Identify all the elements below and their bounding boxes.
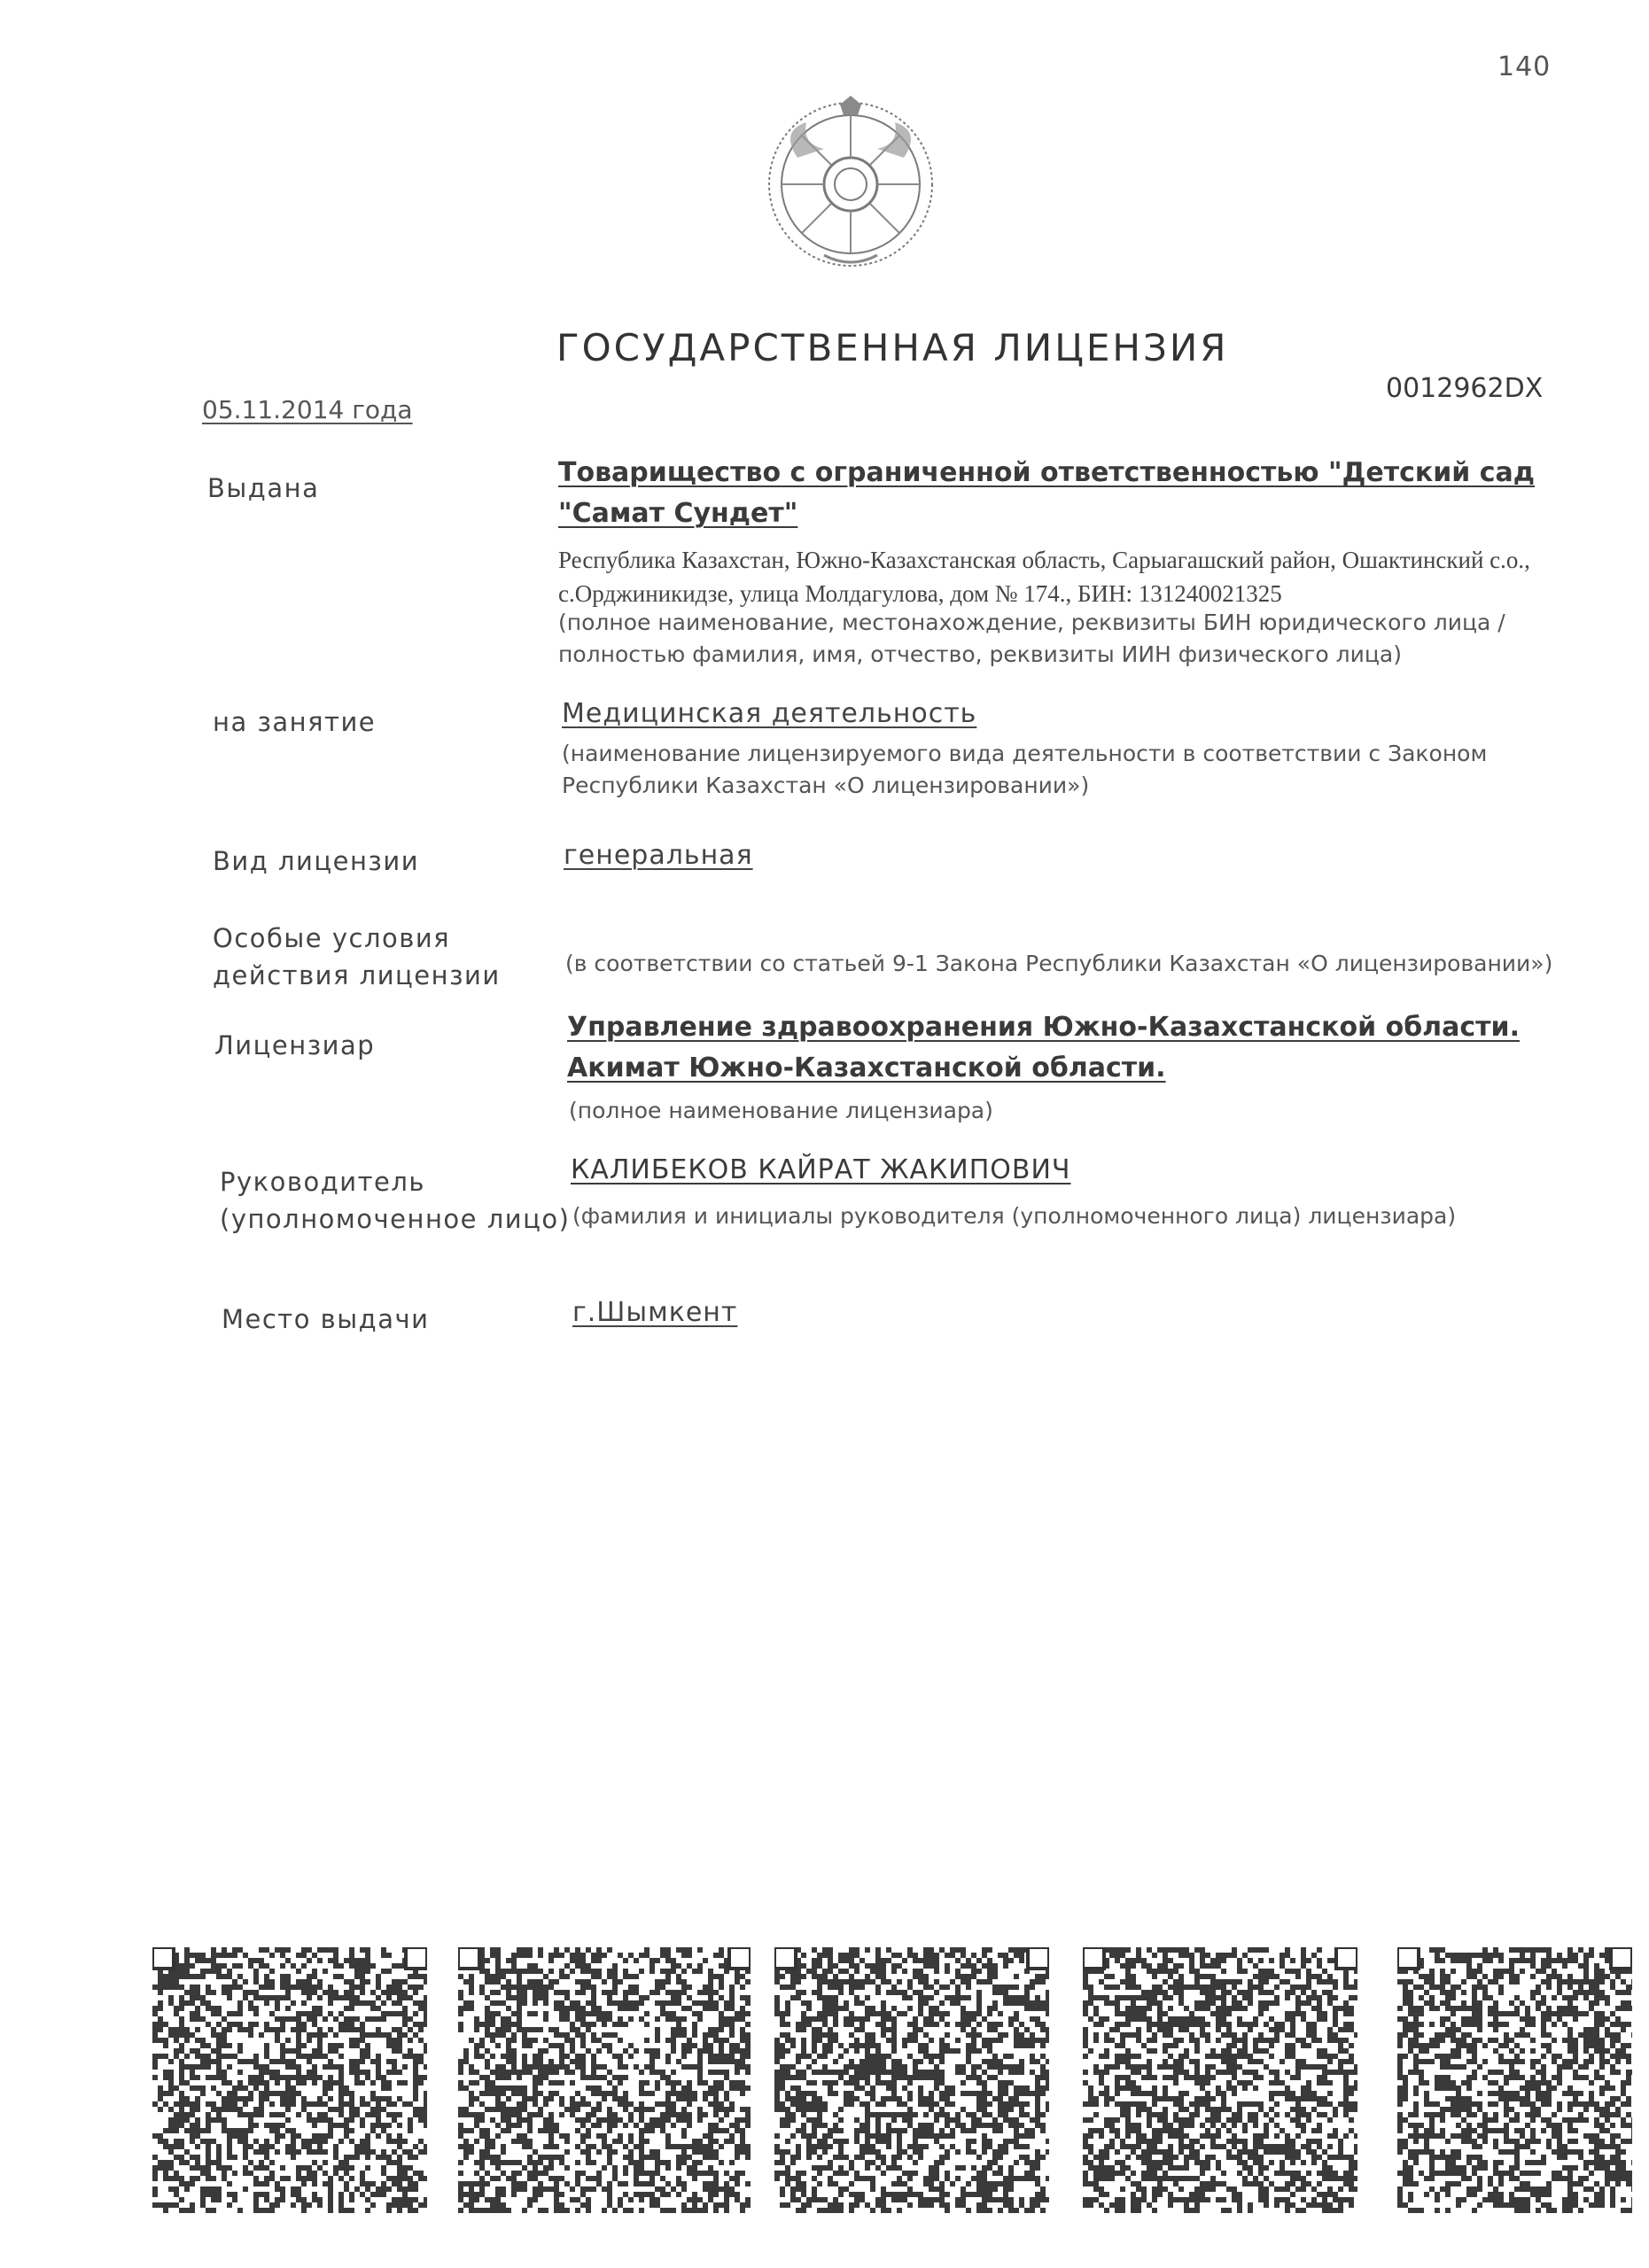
place-value: г.Шымкент	[572, 1297, 738, 1328]
special-conditions-label	[213, 920, 501, 994]
barcode-icon	[774, 1947, 1049, 2213]
barcode-strip	[152, 1947, 1632, 2213]
barcode-icon	[1083, 1947, 1357, 2213]
head-note: (фамилия и инициалы руководителя (уполномоченного лица) лицензиара)	[572, 1203, 1457, 1229]
head-value: КАЛИБЕКОВ КАЙРАТ ЖАКИПОВИЧ	[571, 1154, 1071, 1185]
license-type-value: генеральная	[564, 840, 753, 871]
activity-note: (наименование лицензируемого вида деятельности в соответствии с Законом Республики Казахстан «О лицензировании»)	[562, 741, 1488, 798]
barcode-icon	[1397, 1947, 1632, 2213]
license-number: 0012962DX	[1386, 373, 1544, 404]
special-conditions-note: (в соответствии со статьей 9-1 Закона Республики Казахстан «О лицензировании»)	[565, 951, 1553, 976]
licensor-value: Управление здравоохранения Южно-Казахстанской области. Акимат Южно-Казахстанской области.	[567, 1012, 1520, 1084]
licensor-label: Лицензиар	[214, 1030, 376, 1060]
issue-date: 05.11.2014 года	[202, 395, 413, 424]
special-conditions-label-line1: Особые условия	[213, 923, 451, 953]
issued-to-note: (полное наименование, местонахождение, реквизиты БИН юридического лица / полностью фамилия, имя, отчество, реквизиты ИИН физического лица)	[558, 610, 1505, 667]
head-label-line1: Руководитель	[220, 1167, 426, 1197]
document-title: ГОСУДАРСТВЕННАЯ ЛИЦЕНЗИЯ	[556, 326, 1229, 369]
head-label	[220, 1163, 570, 1238]
issued-to-value: Товарищество с ограниченной ответственностью "Детский сад "Самат Сундет"	[558, 457, 1535, 529]
activity-value: Медицинская деятельность	[562, 698, 977, 729]
state-emblem-icon	[762, 96, 939, 273]
license-type-label: Вид лицензии	[213, 846, 420, 876]
page-number: 140	[1497, 51, 1552, 82]
issued-to-label: Выдана	[207, 473, 320, 503]
special-conditions-label-line2: действия лицензии	[213, 960, 501, 990]
head-label-line2: (уполномоченное лицо)	[220, 1204, 571, 1234]
licensor-note: (полное наименование лицензиара)	[569, 1098, 993, 1123]
barcode-icon	[458, 1947, 751, 2213]
barcode-icon	[152, 1947, 427, 2213]
place-label: Место выдачи	[222, 1304, 430, 1334]
issued-to-address: Республика Казахстан, Южно-Казахстанская область, Сарыагашский район, Ошактинский с.о., с.Орджиникидзе, улица Молдагулова, дом № 174., БИН: 131240021325	[558, 547, 1530, 607]
activity-label: на занятие	[213, 707, 377, 737]
